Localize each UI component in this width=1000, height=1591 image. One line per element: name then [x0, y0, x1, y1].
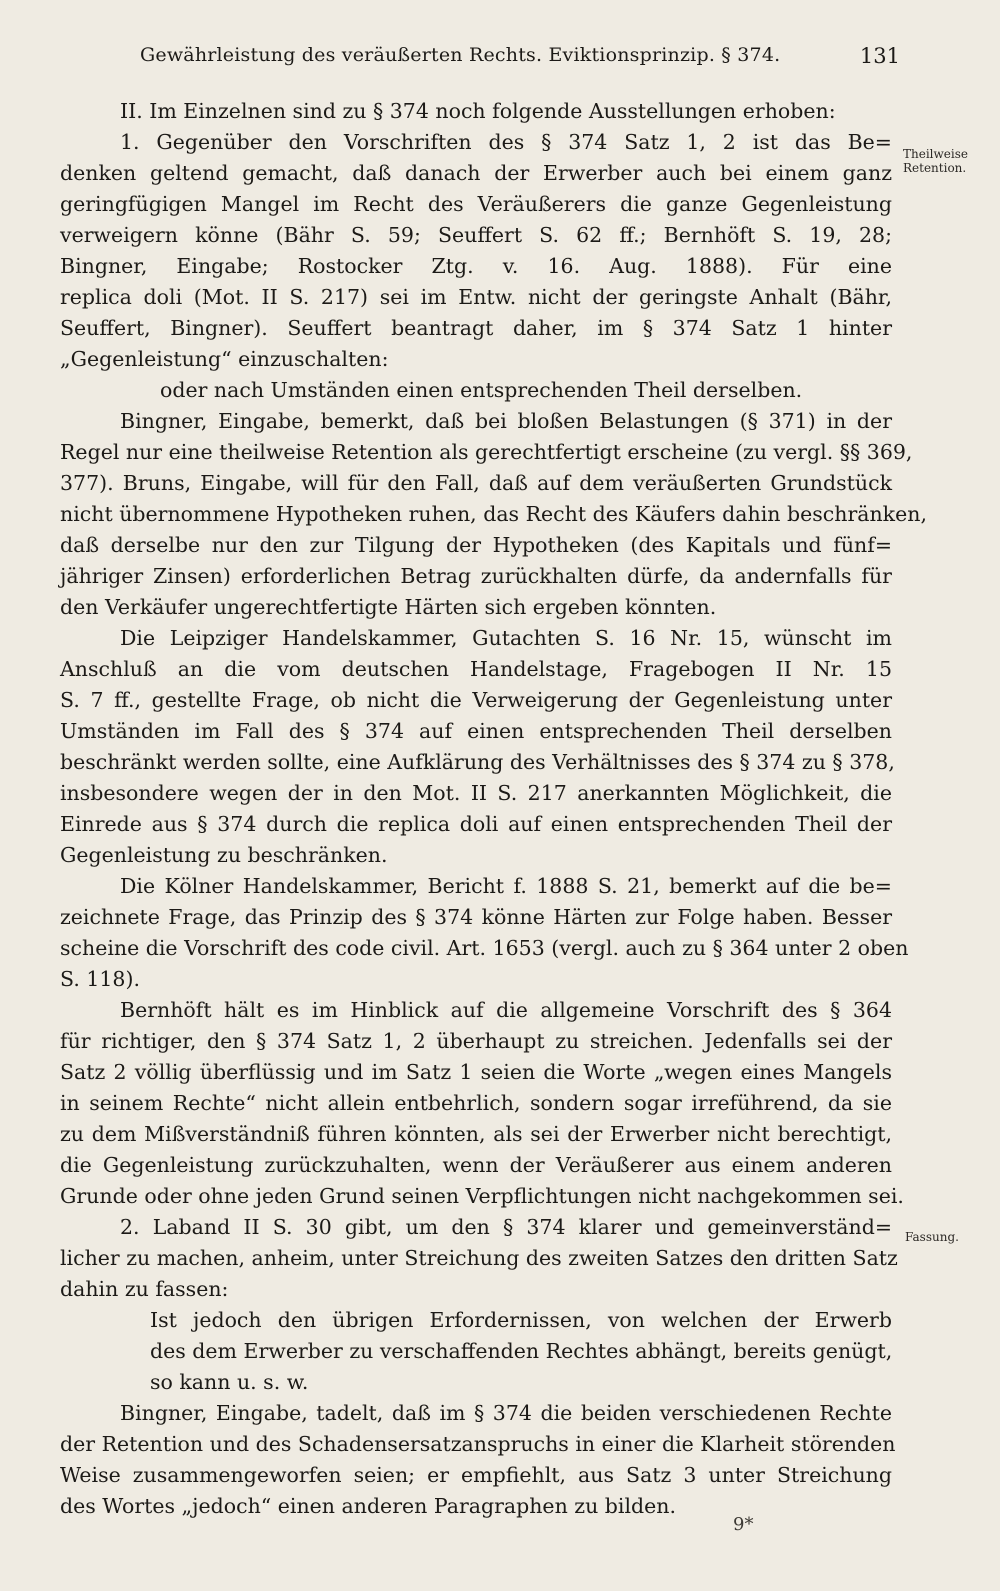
page-number: 131 — [859, 44, 900, 68]
text-line: „Gegenleistung“ einzuschalten: — [60, 347, 389, 371]
text-line-quote: oder nach Umständen einen entsprechenden Theil derselben. — [160, 378, 803, 402]
text-line: der Retention und des Schadensersatzanspruchs in einer die Klarheit störenden — [60, 1432, 896, 1456]
text-line: 1. Gegenüber den Vorschriften des § 374 Satz 1, 2 ist das Be= — [120, 130, 892, 154]
page-header — [140, 44, 900, 74]
text-line: insbesondere wegen der in den Mot. II S. 217 anerkannten Möglichkeit, die — [60, 781, 892, 805]
running-head: Gewährleistung des veräußerten Rechts. Eviktionsprinzip. § 374. — [140, 44, 781, 66]
text-line: des Wortes „jedoch“ einen anderen Paragraphen zu bilden. — [60, 1494, 677, 1518]
margin-note-teilweise — [903, 147, 968, 175]
text-line: Bingner, Eingabe, bemerkt, daß bei bloßen Belastungen (§ 371) in der — [120, 409, 892, 433]
text-line: replica doli (Mot. II S. 217) sei im Entw. nicht der geringste Anhalt (Bähr, — [60, 285, 892, 309]
margin-note-fassung — [905, 1230, 959, 1244]
text-line: Gegenleistung zu beschränken. — [60, 843, 388, 867]
text-line: Satz 2 völlig überflüssig und im Satz 1 seien die Worte „wegen eines Mangels — [60, 1060, 892, 1084]
margin-note-line: Theilweise — [903, 147, 968, 161]
text-line: in seinem Rechte“ nicht allein entbehrlich, sondern sogar irreführend, da sie — [60, 1091, 892, 1115]
text-line: Die Kölner Handelskammer, Bericht f. 1888 S. 21, bemerkt auf die be= — [120, 874, 892, 898]
text-line: denken geltend gemacht, daß danach der Erwerber auch bei einem ganz — [60, 161, 892, 185]
text-line: S. 118). — [60, 967, 140, 991]
text-line: den Verkäufer ungerechtfertigte Härten sich ergeben könnten. — [60, 595, 717, 619]
margin-note-line: Retention. — [903, 161, 967, 175]
text-line: scheine die Vorschrift des code civil. Art. 1653 (vergl. auch zu § 364 unter 2 oben — [60, 936, 909, 960]
text-line: Bernhöft hält es im Hinblick auf die allgemeine Vorschrift des § 364 — [120, 998, 892, 1022]
text-line: beschränkt werden sollte, eine Aufklärung des Verhältnisses des § 374 zu § 378, — [60, 750, 895, 774]
text-line-quote: des dem Erwerber zu verschaffenden Rechtes abhängt, bereits genügt, — [150, 1339, 893, 1363]
text-line: Bingner, Eingabe; Rostocker Ztg. v. 16. Aug. 1888). Für eine — [60, 254, 892, 278]
text-line: Umständen im Fall des § 374 auf einen entsprechenden Theil derselben — [60, 719, 892, 743]
text-line-quote: so kann u. s. w. — [150, 1370, 309, 1394]
text-line: 377). Bruns, Eingabe, will für den Fall, daß auf dem veräußerten Grundstück — [60, 471, 892, 495]
text-line: Seuffert, Bingner). Seuffert beantragt daher, im § 374 Satz 1 hinter — [60, 316, 892, 340]
text-line: II. Im Einzelnen sind zu § 374 noch folgende Ausstellungen erhoben: — [120, 99, 836, 123]
text-line: Grunde oder ohne jeden Grund seinen Verpflichtungen nicht nachgekommen sei. — [60, 1184, 904, 1208]
text-line: für richtiger, den § 374 Satz 1, 2 überhaupt zu streichen. Jedenfalls sei der — [60, 1029, 892, 1053]
margin-note-line: Fassung. — [905, 1230, 959, 1244]
text-line: Bingner, Eingabe, tadelt, daß im § 374 die beiden verschiedenen Rechte — [120, 1401, 892, 1425]
text-line: verweigern könne (Bähr S. 59; Seuffert S. 62 ff.; Bernhöft S. 19, 28; — [60, 223, 892, 247]
text-line: dahin zu fassen: — [60, 1277, 229, 1301]
text-line: S. 7 ff., gestellte Frage, ob nicht die Verweigerung der Gegenleistung unter — [60, 688, 892, 712]
text-line: zu dem Mißverständniß führen könnten, als sei der Erwerber nicht berechtigt, — [60, 1122, 892, 1146]
signature-mark: 9* — [733, 1514, 754, 1535]
text-line: Einrede aus § 374 durch die replica doli auf einen entsprechenden Theil der — [60, 812, 892, 836]
text-line: zeichnete Frage, das Prinzip des § 374 könne Härten zur Folge haben. Besser — [60, 905, 892, 929]
text-line: daß derselbe nur den zur Tilgung der Hypotheken (des Kapitals und fünf= — [60, 533, 892, 557]
text-line: licher zu machen, anheim, unter Streichung des zweiten Satzes den dritten Satz — [60, 1246, 898, 1270]
text-line: 2. Laband II S. 30 gibt, um den § 374 klarer und gemeinverständ= — [120, 1215, 892, 1239]
text-line: Anschluß an die vom deutschen Handelstage, Fragebogen II Nr. 15 — [60, 657, 892, 681]
text-line: jähriger Zinsen) erforderlichen Betrag zurückhalten dürfe, da andernfalls für — [60, 564, 892, 588]
text-line: Die Leipziger Handelskammer, Gutachten S. 16 Nr. 15, wünscht im — [120, 626, 892, 650]
text-line-quote: Ist jedoch den übrigen Erfordernissen, von welchen der Erwerb — [150, 1308, 892, 1332]
text-line: Regel nur eine theilweise Retention als gerechtfertigt erscheine (zu vergl. §§ 369, — [60, 440, 913, 464]
text-line: die Gegenleistung zurückzuhalten, wenn der Veräußerer aus einem anderen — [60, 1153, 892, 1177]
text-line: Weise zusammengeworfen seien; er empfiehlt, aus Satz 3 unter Streichung — [60, 1463, 892, 1487]
text-line: nicht übernommene Hypotheken ruhen, das Recht des Käufers dahin beschränken, — [60, 502, 927, 526]
text-line: geringfügigen Mangel im Recht des Veräußerers die ganze Gegenleistung — [60, 192, 892, 216]
